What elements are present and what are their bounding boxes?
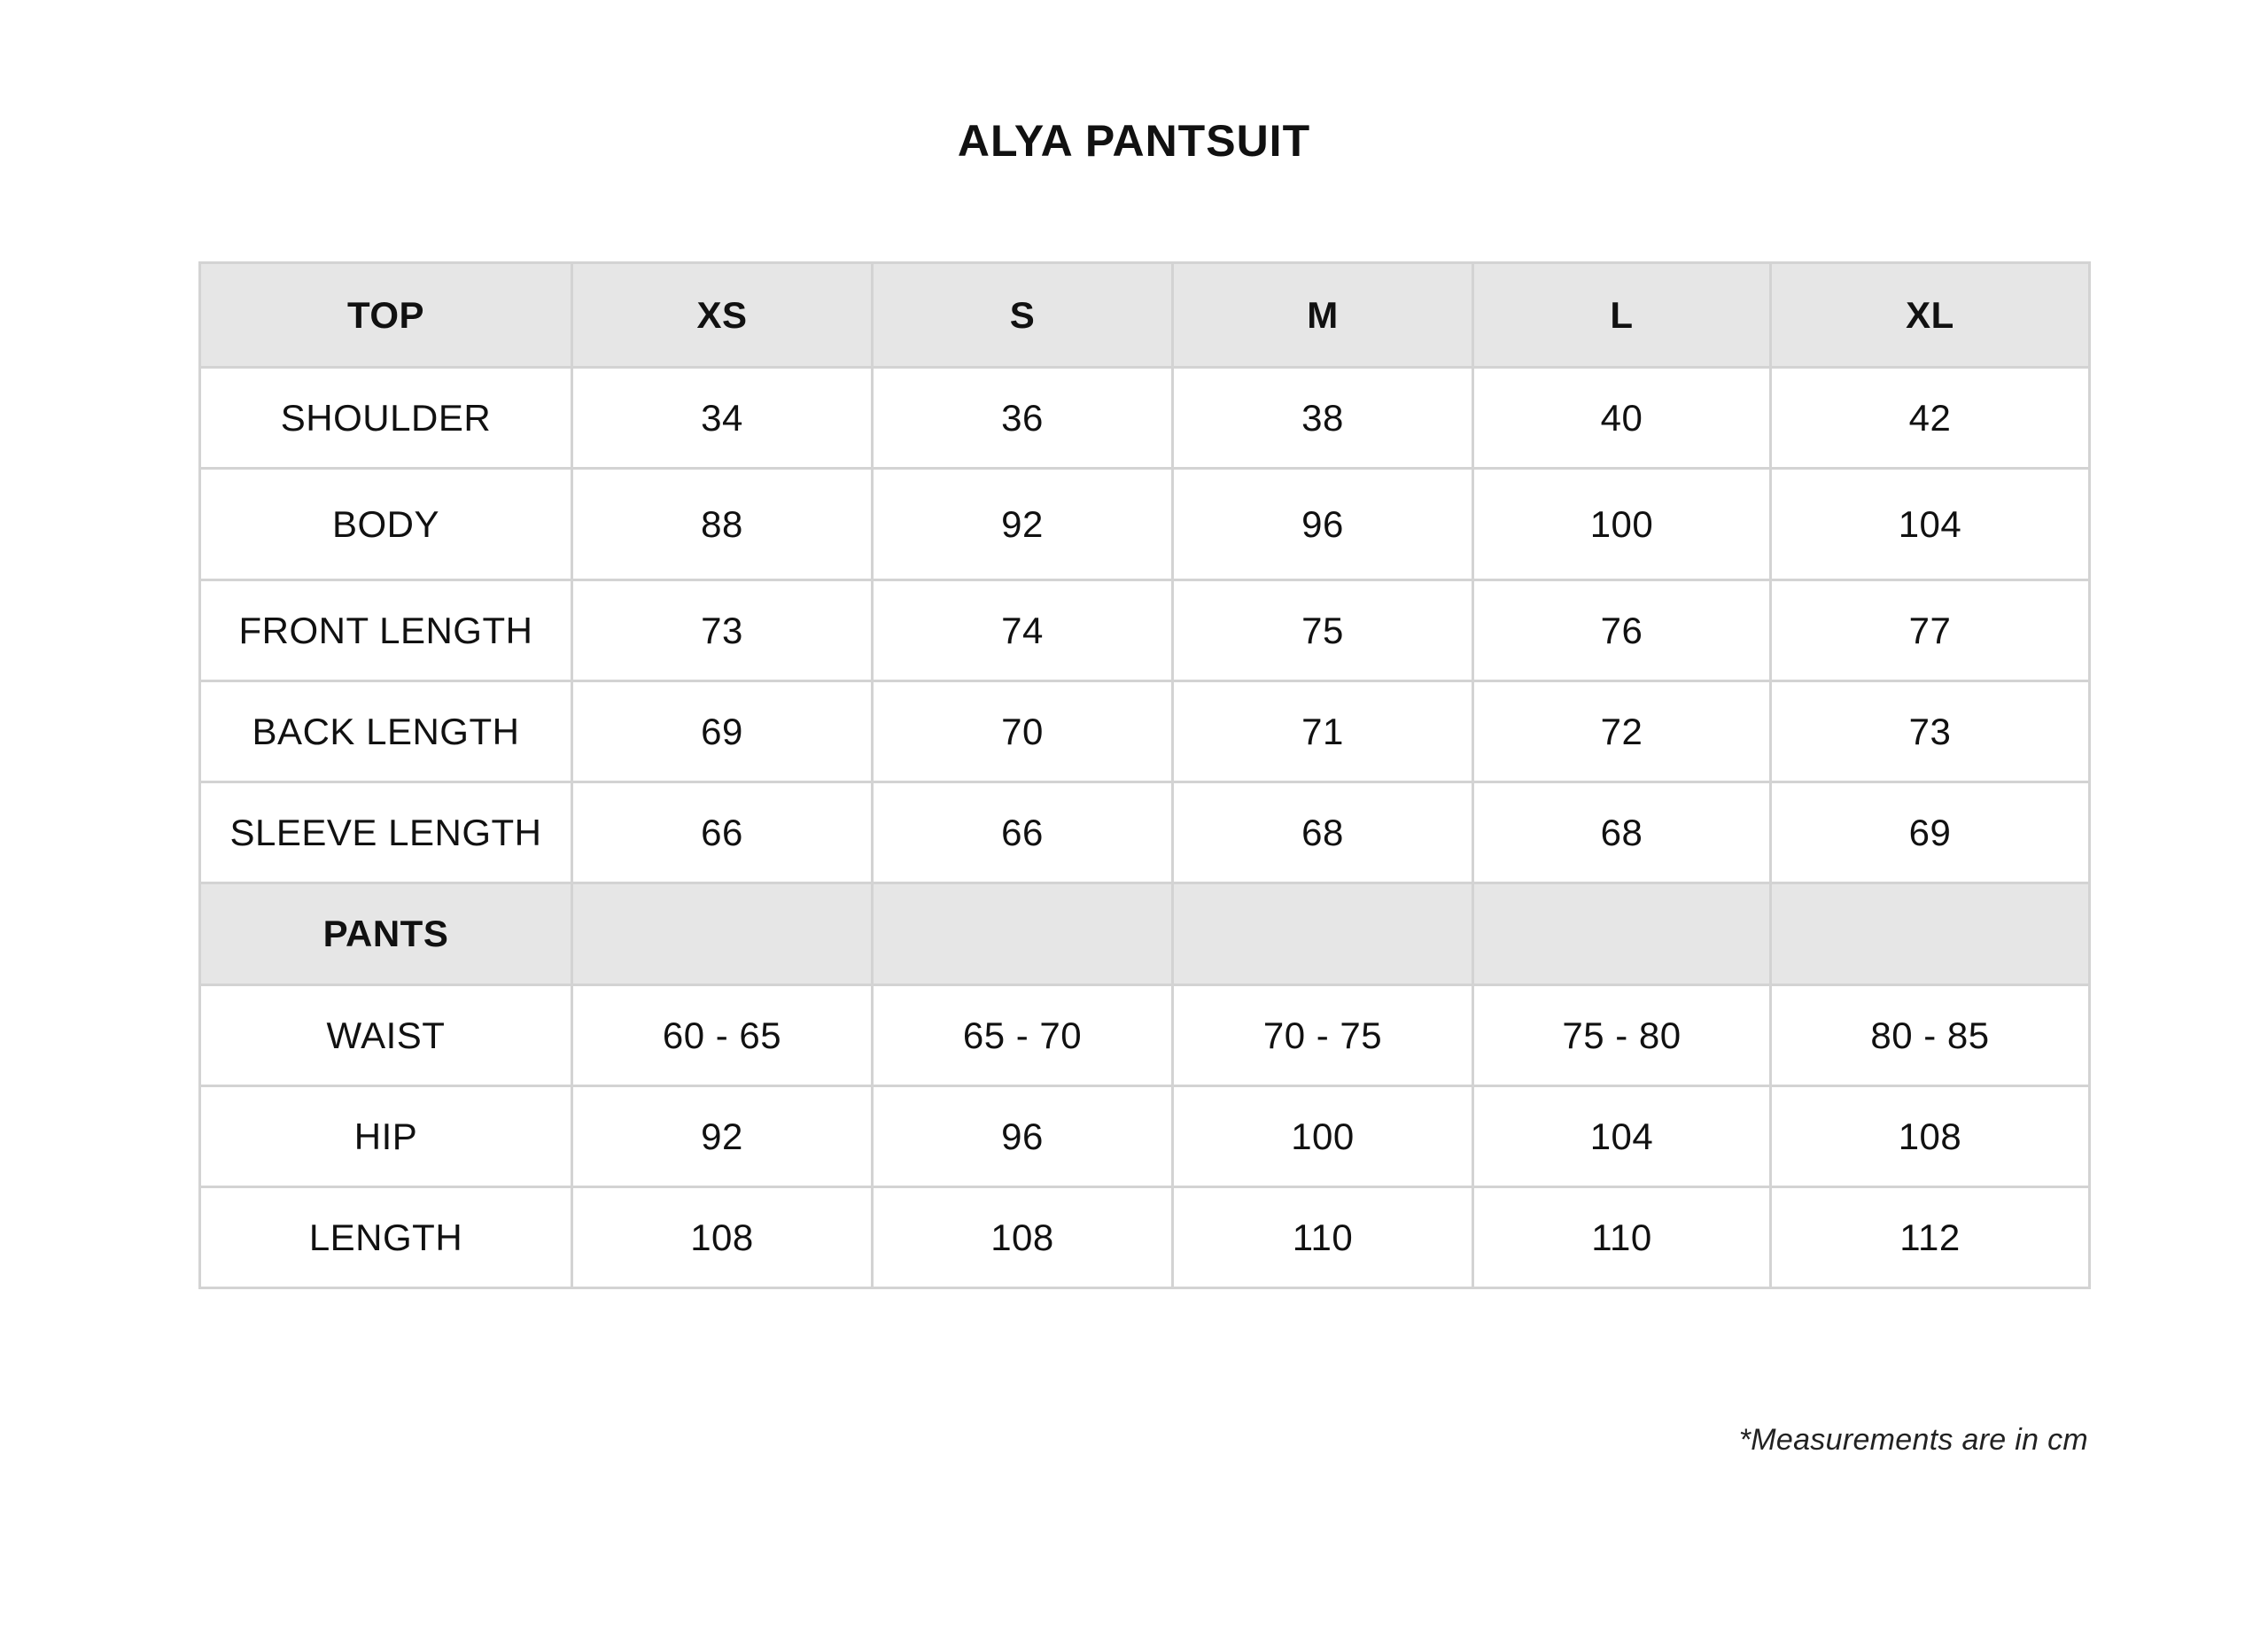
table-cell: 104 (1473, 1086, 1771, 1187)
table-cell: 68 (1473, 782, 1771, 883)
empty-header-cell (1473, 883, 1771, 985)
measurement-footnote: *Measurements are in cm (1738, 1423, 2088, 1457)
pants-header-row (200, 883, 2090, 985)
table-cell: 69 (572, 681, 873, 782)
table-cell: 36 (873, 368, 1173, 469)
table-cell: 69 (1771, 782, 2090, 883)
row-label: FRONT LENGTH (200, 580, 572, 681)
table-cell: 96 (873, 1086, 1173, 1187)
table-cell: 71 (1173, 681, 1473, 782)
table-cell: 38 (1173, 368, 1473, 469)
row-label: SHOULDER (200, 368, 572, 469)
table-cell: 68 (1173, 782, 1473, 883)
row-label: SLEEVE LENGTH (200, 782, 572, 883)
table-cell: 108 (873, 1187, 1173, 1288)
size-chart-table (198, 261, 2091, 1289)
table-cell: 40 (1473, 368, 1771, 469)
table-cell: 74 (873, 580, 1173, 681)
empty-header-cell (873, 883, 1173, 985)
table-cell: 108 (572, 1187, 873, 1288)
table-cell: 77 (1771, 580, 2090, 681)
table-cell: 42 (1771, 368, 2090, 469)
top-header-row (200, 263, 2090, 368)
table-row-hip (200, 1086, 2090, 1187)
table-cell: 110 (1473, 1187, 1771, 1288)
empty-header-cell (1771, 883, 2090, 985)
table-row-sleeve-length (200, 782, 2090, 883)
size-header-xl: XL (1771, 263, 2090, 368)
table-cell: 108 (1771, 1086, 2090, 1187)
size-header-s: S (873, 263, 1173, 368)
empty-header-cell (1173, 883, 1473, 985)
table-row-front-length (200, 580, 2090, 681)
table-cell: 66 (873, 782, 1173, 883)
size-header-l: L (1473, 263, 1771, 368)
table-cell: 75 - 80 (1473, 985, 1771, 1086)
row-label: LENGTH (200, 1187, 572, 1288)
table-row-back-length (200, 681, 2090, 782)
table-cell: 34 (572, 368, 873, 469)
empty-header-cell (572, 883, 873, 985)
table-cell: 73 (572, 580, 873, 681)
table-cell: 96 (1173, 469, 1473, 580)
row-label: BACK LENGTH (200, 681, 572, 782)
section-label-top: TOP (200, 263, 572, 368)
row-label: WAIST (200, 985, 572, 1086)
table-cell: 110 (1173, 1187, 1473, 1288)
page-title: ALYA PANTSUIT (957, 116, 1311, 166)
table-cell: 60 - 65 (572, 985, 873, 1086)
table-cell: 112 (1771, 1187, 2090, 1288)
row-label: BODY (200, 469, 572, 580)
table-row-body (200, 469, 2090, 580)
table-cell: 72 (1473, 681, 1771, 782)
section-label-pants: PANTS (200, 883, 572, 985)
table-cell: 80 - 85 (1771, 985, 2090, 1086)
row-label: HIP (200, 1086, 572, 1187)
size-header-xs: XS (572, 263, 873, 368)
table-cell: 92 (572, 1086, 873, 1187)
table-cell: 104 (1771, 469, 2090, 580)
table-cell: 100 (1173, 1086, 1473, 1187)
table-cell: 100 (1473, 469, 1771, 580)
table-cell: 70 (873, 681, 1173, 782)
table-cell: 73 (1771, 681, 2090, 782)
table-row-waist (200, 985, 2090, 1086)
table-row-shoulder (200, 368, 2090, 469)
table-cell: 75 (1173, 580, 1473, 681)
table-cell: 65 - 70 (873, 985, 1173, 1086)
table-cell: 88 (572, 469, 873, 580)
size-header-m: M (1173, 263, 1473, 368)
table-cell: 70 - 75 (1173, 985, 1473, 1086)
table-cell: 76 (1473, 580, 1771, 681)
table-cell: 92 (873, 469, 1173, 580)
table-row-length (200, 1187, 2090, 1288)
table-cell: 66 (572, 782, 873, 883)
